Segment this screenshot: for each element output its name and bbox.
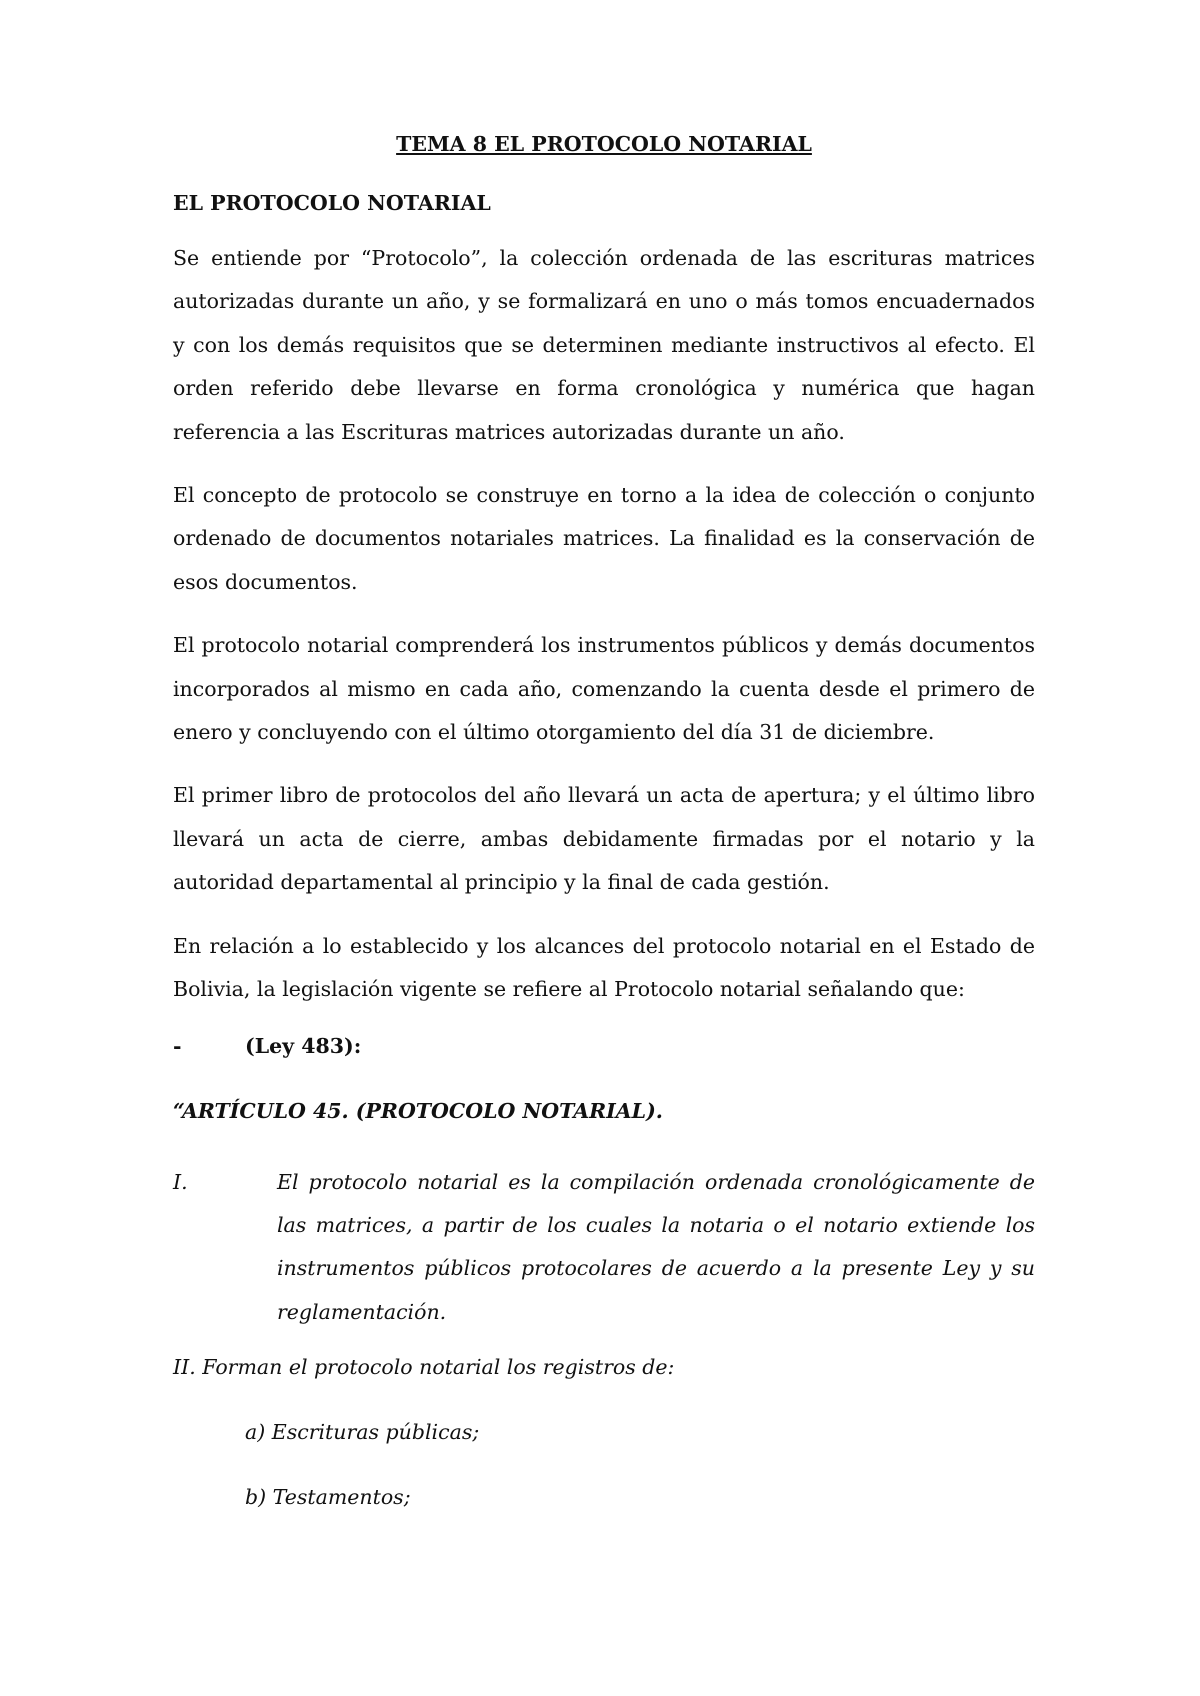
article-item-1 <box>173 1161 1035 1335</box>
sub-item-a: a) Escrituras públicas; <box>245 1420 480 1445</box>
paragraph-definition: Se entiende por “Protocolo”, la colección ordenada de las escrituras matrices autorizadas durante un año, y se formalizará en uno o más tomos encuadernados y con los demás requisitos que se determinen mediante instructivos al efecto. El orden referido debe llevarse en forma cronológica y numérica que hagan referencia a las Escrituras matrices autorizadas durante un año. <box>173 246 1035 444</box>
document-page <box>173 130 1035 1548</box>
paragraph-concept: El concepto de protocolo se construye en torno a la idea de colección o conjunto ordenado de documentos notariales matrices. La finalidad es la conservación de esos documentos. <box>173 483 1035 594</box>
law-bullet <box>173 1032 1035 1060</box>
article-item-2: II. Forman el protocolo notarial los registros de: <box>173 1355 675 1380</box>
bullet-marker: - <box>173 1033 182 1058</box>
item-number: I. <box>173 1169 188 1194</box>
paragraph-books: El primer libro de protocolos del año llevará un acta de apertura; y el último libro llevará un acta de cierre, ambas debidamente firmadas por el notario y la autoridad departamental al principio y la final de cada gestión. <box>173 783 1035 895</box>
document-title: TEMA 8 EL PROTOCOLO NOTARIAL <box>396 132 812 156</box>
bullet-text: (Ley 483): <box>245 1033 362 1058</box>
paragraph-scope: El protocolo notarial comprenderá los instrumentos públicos y demás documentos incorporados al mismo en cada año, comenzando la cuenta desde el primero de enero y concluyendo con el último otorgamiento del día 31 de diciembre. <box>173 633 1035 745</box>
paragraph-bolivia: En relación a lo establecido y los alcances del protocolo notarial en el Estado de Bolivia, la legislación vigente se refiere al Protocolo notarial señalando que: <box>173 933 1035 1002</box>
section-heading: EL PROTOCOLO NOTARIAL <box>173 191 491 215</box>
article-title: “ARTÍCULO 45. (PROTOCOLO NOTARIAL). <box>173 1098 663 1123</box>
item-text: El protocolo notarial es la compilación ordenada cronológicamente de las matrices, a partir de los cuales la notaria o el notario extiende los instrumentos públicos protocolares de acuerdo a la presente Ley y su reglamentación. <box>277 1169 1035 1324</box>
sub-item-b: b) Testamentos; <box>245 1485 411 1510</box>
